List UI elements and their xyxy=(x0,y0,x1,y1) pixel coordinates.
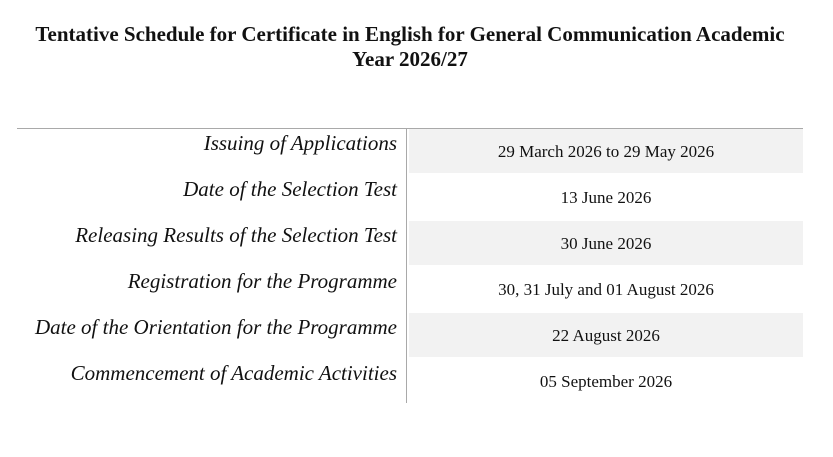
schedule-label: Registration for the Programme xyxy=(127,269,397,293)
schedule-date: 22 August 2026 xyxy=(409,313,803,357)
schedule-label: Commencement of Academic Activities xyxy=(70,361,397,385)
schedule-row xyxy=(17,267,803,313)
page-title: Tentative Schedule for Certificate in English for General Communication Academic Year 2026/27 xyxy=(35,22,785,71)
schedule-date: 05 September 2026 xyxy=(539,372,673,391)
schedule-date: 13 June 2026 xyxy=(560,188,652,207)
schedule-date: 30 June 2026 xyxy=(409,221,803,265)
column-divider xyxy=(406,129,407,403)
schedule-row xyxy=(17,313,803,359)
schedule-date: 29 March 2026 to 29 May 2026 xyxy=(409,129,803,173)
schedule-row xyxy=(17,175,803,221)
schedule-date: 30, 31 July and 01 August 2026 xyxy=(498,280,714,299)
schedule-label: Releasing Results of the Selection Test xyxy=(75,223,397,247)
schedule-label: Issuing of Applications xyxy=(203,131,397,155)
schedule-row xyxy=(17,221,803,267)
schedule-label: Date of the Orientation for the Programme xyxy=(34,315,397,339)
schedule-table xyxy=(17,128,803,405)
schedule-label: Date of the Selection Test xyxy=(183,177,397,201)
schedule-row xyxy=(17,129,803,175)
schedule-row xyxy=(17,359,803,405)
